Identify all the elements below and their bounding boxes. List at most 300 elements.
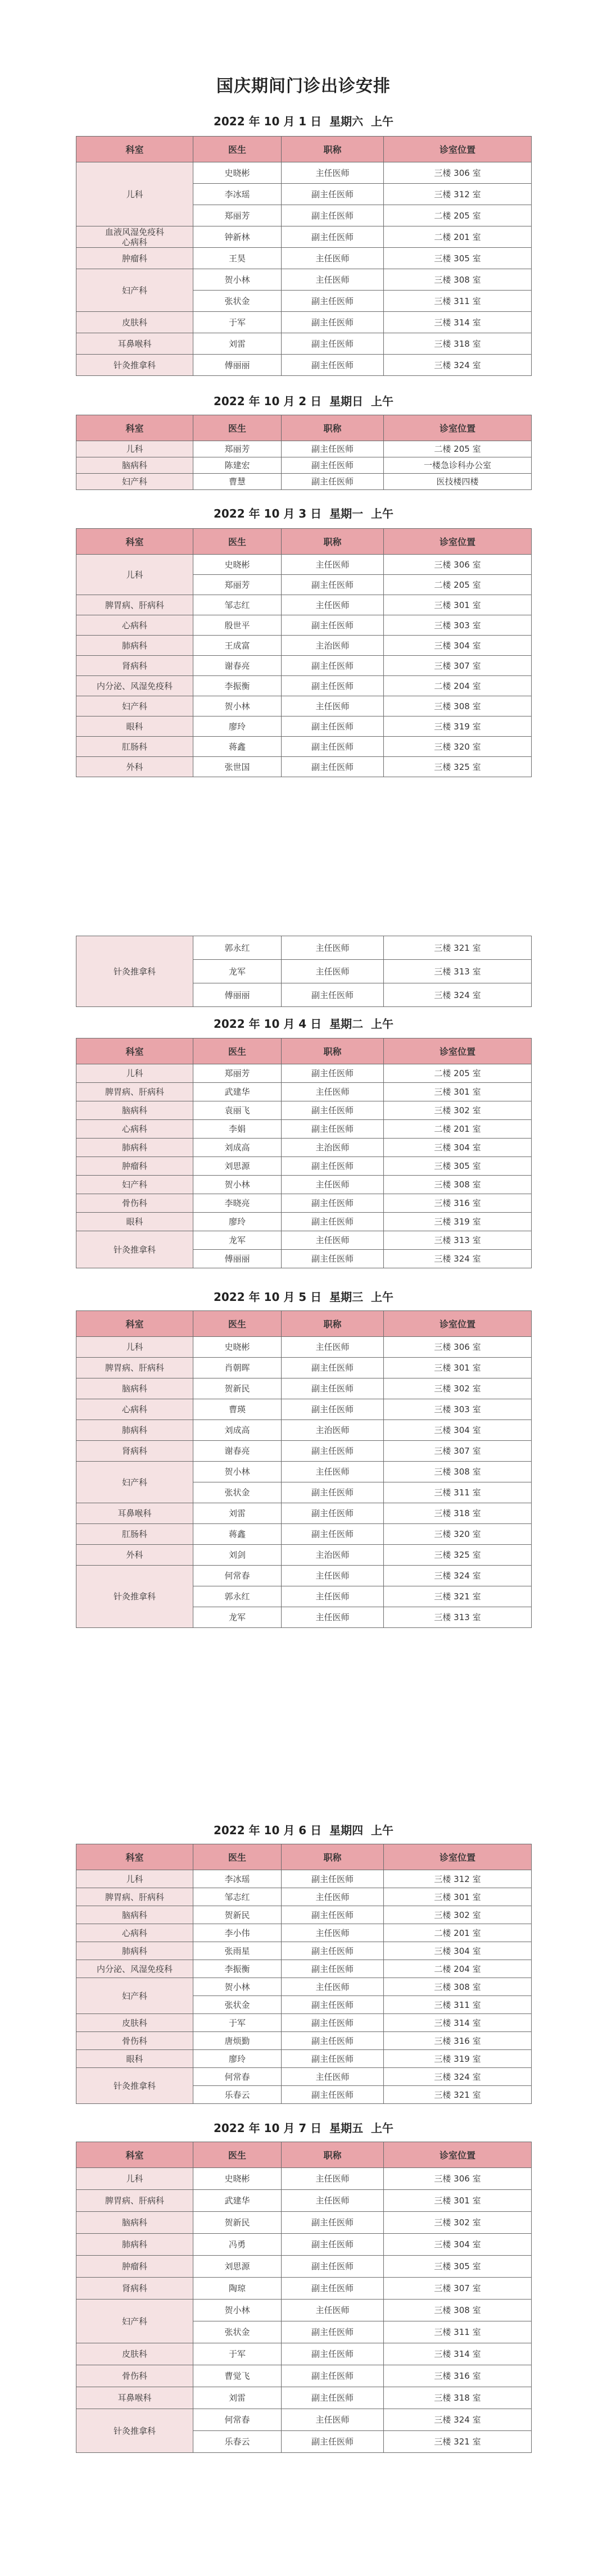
doctor-cell: 刘雷 — [193, 1503, 282, 1524]
doctor-cell: 贺小林 — [193, 1462, 282, 1482]
room-cell: 三楼 316 室 — [384, 1194, 532, 1213]
table-row — [76, 2343, 532, 2365]
room-cell: 三楼 304 室 — [384, 636, 532, 656]
doctor-cell: 王成富 — [193, 636, 282, 656]
column-header: 诊室位置 — [384, 415, 532, 441]
title-cell: 副主任医师 — [282, 2086, 384, 2104]
title-cell: 副主任医师 — [282, 1960, 384, 1978]
doctor-cell: 史晓彬 — [193, 162, 282, 184]
table-row — [76, 555, 532, 575]
department-cell: 针灸推拿科 — [76, 1231, 193, 1268]
department-cell: 内分泌、风湿免疫科 — [76, 1960, 193, 1978]
doctor-cell: 钟新林 — [193, 226, 282, 248]
table-row — [76, 936, 532, 960]
room-cell: 三楼 302 室 — [384, 1906, 532, 1924]
doctor-cell: 曹觉飞 — [193, 2365, 282, 2387]
room-cell: 三楼 302 室 — [384, 2212, 532, 2234]
schedule-table-block — [76, 528, 531, 777]
room-cell: 三楼 325 室 — [384, 757, 532, 777]
room-cell: 三楼 305 室 — [384, 2256, 532, 2278]
title-cell: 副主任医师 — [282, 1064, 384, 1083]
department-cell: 心病科 — [76, 1399, 193, 1420]
title-cell: 副主任医师 — [282, 1378, 384, 1399]
room-cell: 二楼 205 室 — [384, 205, 532, 226]
schedule-table-block — [76, 1844, 531, 2104]
department-cell: 肺病科 — [76, 1139, 193, 1157]
table-header-row — [76, 2142, 532, 2168]
doctor-cell: 曹慧 — [193, 474, 282, 490]
doctor-cell: 郑丽芳 — [193, 205, 282, 226]
table-row — [76, 2234, 532, 2256]
table-row — [76, 1120, 532, 1139]
room-cell: 三楼 321 室 — [384, 1586, 532, 1607]
department-cell: 心病科 — [76, 1120, 193, 1139]
title-cell: 副主任医师 — [282, 205, 384, 226]
table-row — [76, 2212, 532, 2234]
schedule-table-block — [76, 1310, 531, 1628]
schedule-table — [76, 415, 532, 490]
title-cell: 主任医师 — [282, 1337, 384, 1358]
table-row — [76, 2014, 532, 2032]
doctor-cell: 廖玲 — [193, 1213, 282, 1231]
title-cell: 副主任医师 — [282, 2431, 384, 2453]
department-cell: 妇产科 — [76, 269, 193, 312]
table-row — [76, 226, 532, 248]
department-cell: 心病科 — [76, 615, 193, 636]
doctor-cell: 谢春亮 — [193, 656, 282, 676]
doctor-cell: 傅丽丽 — [193, 355, 282, 376]
room-cell: 三楼 304 室 — [384, 1139, 532, 1157]
title-cell: 副主任医师 — [282, 441, 384, 457]
doctor-cell: 殷世平 — [193, 615, 282, 636]
column-header: 职称 — [282, 1038, 384, 1064]
room-cell: 三楼 312 室 — [384, 184, 532, 205]
room-cell: 三楼 303 室 — [384, 615, 532, 636]
title-cell: 主任医师 — [282, 2409, 384, 2431]
room-cell: 三楼 301 室 — [384, 1358, 532, 1378]
title-cell: 主任医师 — [282, 696, 384, 716]
doctor-cell: 龙军 — [193, 1607, 282, 1628]
doctor-cell: 史晓彬 — [193, 2168, 282, 2190]
doctor-cell: 乐春云 — [193, 2431, 282, 2453]
doctor-cell: 傅丽丽 — [193, 983, 282, 1007]
table-row — [76, 1194, 532, 1213]
table-row — [76, 2300, 532, 2321]
doctor-cell: 史晓彬 — [193, 1337, 282, 1358]
column-header: 科室 — [76, 1311, 193, 1337]
doctor-cell: 刘思源 — [193, 1157, 282, 1176]
doctor-cell: 贺小林 — [193, 2300, 282, 2321]
table-row — [76, 1503, 532, 1524]
room-cell: 三楼 311 室 — [384, 1482, 532, 1503]
room-cell: 三楼 301 室 — [384, 2190, 532, 2212]
table-row — [76, 1064, 532, 1083]
column-header: 职称 — [282, 2142, 384, 2168]
room-cell: 三楼 308 室 — [384, 2300, 532, 2321]
department-cell: 针灸推拿科 — [76, 1566, 193, 1628]
room-cell: 二楼 204 室 — [384, 676, 532, 696]
room-cell: 三楼 324 室 — [384, 1566, 532, 1586]
table-row — [76, 162, 532, 184]
title-cell: 副主任医师 — [282, 2050, 384, 2068]
title-cell: 副主任医师 — [282, 575, 384, 595]
title-cell: 副主任医师 — [282, 2278, 384, 2300]
table-row — [76, 656, 532, 676]
title-cell: 副主任医师 — [282, 355, 384, 376]
table-row — [76, 1139, 532, 1157]
doctor-cell: 张雨星 — [193, 1942, 282, 1960]
room-cell: 三楼 318 室 — [384, 2387, 532, 2409]
title-cell: 主任医师 — [282, 248, 384, 269]
title-cell: 主任医师 — [282, 2190, 384, 2212]
table-row — [76, 474, 532, 490]
department-cell: 心病科 — [76, 1924, 193, 1942]
table-row — [76, 1942, 532, 1960]
table-row — [76, 1176, 532, 1194]
title-cell: 副主任医师 — [282, 676, 384, 696]
room-cell: 三楼 311 室 — [384, 291, 532, 312]
department-cell: 儿科 — [76, 441, 193, 457]
title-cell: 主任医师 — [282, 595, 384, 615]
table-row — [76, 1978, 532, 1996]
department-cell: 肾病科 — [76, 1441, 193, 1462]
title-cell: 副主任医师 — [282, 1524, 384, 1545]
department-cell: 儿科 — [76, 1064, 193, 1083]
room-cell: 三楼 305 室 — [384, 248, 532, 269]
page-title: 国庆期间门诊出诊安排 — [216, 76, 391, 96]
doctor-cell: 郭永红 — [193, 936, 282, 960]
table-header-row — [76, 415, 532, 441]
table-row — [76, 269, 532, 291]
title-cell: 主任医师 — [282, 1083, 384, 1101]
doctor-cell: 袁丽飞 — [193, 1101, 282, 1120]
table-row — [76, 1870, 532, 1888]
schedule-table-block — [76, 1038, 531, 1268]
title-cell: 副主任医师 — [282, 1250, 384, 1268]
room-cell: 三楼 302 室 — [384, 1378, 532, 1399]
column-header: 职称 — [282, 137, 384, 162]
table-row — [76, 1231, 532, 1250]
doctor-cell: 龙军 — [193, 1231, 282, 1250]
doctor-cell: 冯勇 — [193, 2234, 282, 2256]
column-header: 医生 — [193, 529, 282, 555]
department-cell: 针灸推拿科 — [76, 355, 193, 376]
doctor-cell: 唐烦勤 — [193, 2032, 282, 2050]
title-cell: 副主任医师 — [282, 2014, 384, 2032]
department-cell: 外科 — [76, 757, 193, 777]
room-cell: 三楼 313 室 — [384, 1607, 532, 1628]
doctor-cell: 廖玲 — [193, 2050, 282, 2068]
department-cell: 脾胃病、肝病科 — [76, 1888, 193, 1906]
department-cell: 妇产科 — [76, 696, 193, 716]
department-cell: 肿瘤科 — [76, 2256, 193, 2278]
doctor-cell: 于军 — [193, 2014, 282, 2032]
department-cell: 儿科 — [76, 1870, 193, 1888]
title-cell: 副主任医师 — [282, 2032, 384, 2050]
room-cell: 二楼 201 室 — [384, 1120, 532, 1139]
room-cell: 三楼 304 室 — [384, 2234, 532, 2256]
table-row — [76, 1545, 532, 1566]
doctor-cell: 郑丽芳 — [193, 575, 282, 595]
date-heading: 2022 年 10 月 4 日 星期二 上午 — [213, 1017, 394, 1031]
doctor-cell: 何常春 — [193, 2068, 282, 2086]
department-cell: 儿科 — [76, 555, 193, 595]
column-header: 医生 — [193, 415, 282, 441]
doctor-cell: 邹志红 — [193, 1888, 282, 1906]
doctor-cell: 李振衡 — [193, 1960, 282, 1978]
department-cell: 耳鼻喉科 — [76, 2387, 193, 2409]
title-cell: 副主任医师 — [282, 1399, 384, 1420]
table-row — [76, 2387, 532, 2409]
title-cell: 主任医师 — [282, 1586, 384, 1607]
title-cell: 主任医师 — [282, 162, 384, 184]
room-cell: 三楼 318 室 — [384, 333, 532, 355]
column-header: 诊室位置 — [384, 1038, 532, 1064]
title-cell: 主任医师 — [282, 1176, 384, 1194]
room-cell: 三楼 314 室 — [384, 2343, 532, 2365]
schedule-table — [76, 528, 532, 777]
department-cell: 脑病科 — [76, 2212, 193, 2234]
table-row — [76, 1960, 532, 1978]
table-header-row — [76, 1311, 532, 1337]
schedule-table — [76, 2142, 532, 2453]
room-cell: 三楼 307 室 — [384, 1441, 532, 1462]
table-header-row — [76, 1844, 532, 1870]
table-row — [76, 312, 532, 333]
department-cell: 儿科 — [76, 2168, 193, 2190]
department-cell: 眼科 — [76, 716, 193, 737]
title-cell: 副主任医师 — [282, 474, 384, 490]
schedule-table-block — [76, 415, 531, 490]
room-cell: 三楼 304 室 — [384, 1420, 532, 1441]
room-cell: 三楼 324 室 — [384, 355, 532, 376]
table-row — [76, 2190, 532, 2212]
doctor-cell: 张状金 — [193, 1482, 282, 1503]
doctor-cell: 贺小林 — [193, 1176, 282, 1194]
date-heading: 2022 年 10 月 6 日 星期四 上午 — [213, 1824, 394, 1837]
table-row — [76, 457, 532, 474]
department-cell: 儿科 — [76, 162, 193, 226]
room-cell: 三楼 311 室 — [384, 1996, 532, 2014]
table-row — [76, 1399, 532, 1420]
title-cell: 主任医师 — [282, 1978, 384, 1996]
room-cell: 三楼 324 室 — [384, 983, 532, 1007]
room-cell: 二楼 201 室 — [384, 1924, 532, 1942]
doctor-cell: 刘剑 — [193, 1545, 282, 1566]
title-cell: 副主任医师 — [282, 1120, 384, 1139]
room-cell: 三楼 316 室 — [384, 2365, 532, 2387]
table-row — [76, 1101, 532, 1120]
table-row — [76, 636, 532, 656]
room-cell: 三楼 308 室 — [384, 1978, 532, 1996]
doctor-cell: 李小伟 — [193, 1924, 282, 1942]
doctor-cell: 邹志红 — [193, 595, 282, 615]
room-cell: 二楼 204 室 — [384, 1960, 532, 1978]
date-heading: 2022 年 10 月 7 日 星期五 上午 — [213, 2121, 394, 2135]
column-header: 职称 — [282, 1311, 384, 1337]
doctor-cell: 何常春 — [193, 2409, 282, 2431]
doctor-cell: 贺新民 — [193, 1378, 282, 1399]
room-cell: 三楼 306 室 — [384, 1337, 532, 1358]
room-cell: 三楼 321 室 — [384, 2431, 532, 2453]
department-cell: 耳鼻喉科 — [76, 1503, 193, 1524]
department-cell: 妇产科 — [76, 1462, 193, 1503]
department-cell: 脑病科 — [76, 457, 193, 474]
title-cell: 副主任医师 — [282, 2256, 384, 2278]
title-cell: 副主任医师 — [282, 615, 384, 636]
doctor-cell: 张状金 — [193, 2321, 282, 2343]
doctor-cell: 武建华 — [193, 2190, 282, 2212]
column-header: 科室 — [76, 137, 193, 162]
column-header: 诊室位置 — [384, 1311, 532, 1337]
doctor-cell: 廖玲 — [193, 716, 282, 737]
room-cell: 三楼 314 室 — [384, 312, 532, 333]
room-cell: 三楼 303 室 — [384, 1399, 532, 1420]
title-cell: 副主任医师 — [282, 2234, 384, 2256]
room-cell: 三楼 301 室 — [384, 595, 532, 615]
department-cell: 肺病科 — [76, 1420, 193, 1441]
table-header-row — [76, 1038, 532, 1064]
column-header: 科室 — [76, 1038, 193, 1064]
doctor-cell: 刘成高 — [193, 1139, 282, 1157]
column-header: 医生 — [193, 1038, 282, 1064]
doctor-cell: 龙军 — [193, 960, 282, 983]
table-row — [76, 1213, 532, 1231]
column-header: 科室 — [76, 1844, 193, 1870]
doctor-cell: 张世国 — [193, 757, 282, 777]
department-cell: 脾胃病、肝病科 — [76, 2190, 193, 2212]
room-cell: 三楼 306 室 — [384, 162, 532, 184]
table-row — [76, 248, 532, 269]
table-row — [76, 1888, 532, 1906]
room-cell: 三楼 308 室 — [384, 1462, 532, 1482]
room-cell: 三楼 311 室 — [384, 2321, 532, 2343]
title-cell: 主任医师 — [282, 1462, 384, 1482]
doctor-cell: 张状金 — [193, 291, 282, 312]
department-cell: 骨伤科 — [76, 1194, 193, 1213]
column-header: 科室 — [76, 2142, 193, 2168]
doctor-cell: 郑丽芳 — [193, 1064, 282, 1083]
department-cell: 眼科 — [76, 2050, 193, 2068]
column-header: 科室 — [76, 529, 193, 555]
department-cell: 耳鼻喉科 — [76, 333, 193, 355]
department-cell: 肾病科 — [76, 2278, 193, 2300]
room-cell: 二楼 205 室 — [384, 575, 532, 595]
room-cell: 三楼 324 室 — [384, 1250, 532, 1268]
table-row — [76, 2365, 532, 2387]
doctor-cell: 乐春云 — [193, 2086, 282, 2104]
title-cell: 副主任医师 — [282, 291, 384, 312]
doctor-cell: 李冰瑶 — [193, 184, 282, 205]
title-cell: 主任医师 — [282, 936, 384, 960]
department-cell: 肛肠科 — [76, 1524, 193, 1545]
title-cell: 副主任医师 — [282, 333, 384, 355]
table-row — [76, 1358, 532, 1378]
table-row — [76, 1906, 532, 1924]
table-row — [76, 615, 532, 636]
title-cell: 副主任医师 — [282, 457, 384, 474]
doctor-cell: 蒋鑫 — [193, 737, 282, 757]
department-cell: 肿瘤科 — [76, 1157, 193, 1176]
department-cell: 肿瘤科 — [76, 248, 193, 269]
department-cell: 脑病科 — [76, 1906, 193, 1924]
doctor-cell: 王昊 — [193, 248, 282, 269]
room-cell: 一楼急诊科办公室 — [384, 457, 532, 474]
room-cell: 三楼 307 室 — [384, 656, 532, 676]
room-cell: 医技楼四楼 — [384, 474, 532, 490]
title-cell: 主任医师 — [282, 1231, 384, 1250]
column-header: 科室 — [76, 415, 193, 441]
column-header: 医生 — [193, 137, 282, 162]
schedule-table-block — [76, 136, 531, 376]
doctor-cell: 于军 — [193, 312, 282, 333]
department-cell: 眼科 — [76, 1213, 193, 1231]
table-header-row — [76, 529, 532, 555]
title-cell: 副主任医师 — [282, 1358, 384, 1378]
title-cell: 副主任医师 — [282, 1870, 384, 1888]
title-cell: 主治医师 — [282, 1420, 384, 1441]
department-cell: 肛肠科 — [76, 737, 193, 757]
room-cell: 三楼 325 室 — [384, 1545, 532, 1566]
room-cell: 三楼 314 室 — [384, 2014, 532, 2032]
doctor-cell: 史晓彬 — [193, 555, 282, 575]
column-header: 职称 — [282, 415, 384, 441]
doctor-cell: 张状金 — [193, 1996, 282, 2014]
room-cell: 三楼 324 室 — [384, 2068, 532, 2086]
doctor-cell: 刘雷 — [193, 333, 282, 355]
table-row — [76, 737, 532, 757]
doctor-cell: 谢春亮 — [193, 1441, 282, 1462]
department-cell: 妇产科 — [76, 474, 193, 490]
department-cell: 妇产科 — [76, 1176, 193, 1194]
table-row — [76, 1337, 532, 1358]
department-cell: 外科 — [76, 1545, 193, 1566]
department-cell: 妇产科 — [76, 2300, 193, 2343]
doctor-cell: 贺小林 — [193, 696, 282, 716]
title-cell: 主任医师 — [282, 1566, 384, 1586]
doctor-cell: 刘成高 — [193, 1420, 282, 1441]
table-row — [76, 333, 532, 355]
table-row — [76, 2409, 532, 2431]
doctor-cell: 贺小林 — [193, 269, 282, 291]
department-cell: 皮肤科 — [76, 2014, 193, 2032]
title-cell: 副主任医师 — [282, 1194, 384, 1213]
title-cell: 副主任医师 — [282, 1101, 384, 1120]
doctor-cell: 蒋鑫 — [193, 1524, 282, 1545]
column-header: 医生 — [193, 1844, 282, 1870]
title-cell: 副主任医师 — [282, 2387, 384, 2409]
department-cell: 脾胃病、肝病科 — [76, 595, 193, 615]
doctor-cell: 郑丽芳 — [193, 441, 282, 457]
column-header: 诊室位置 — [384, 137, 532, 162]
department-cell: 骨伤科 — [76, 2032, 193, 2050]
table-row — [76, 1378, 532, 1399]
title-cell: 副主任医师 — [282, 757, 384, 777]
title-cell: 副主任医师 — [282, 2343, 384, 2365]
title-cell: 主任医师 — [282, 269, 384, 291]
title-cell: 副主任医师 — [282, 737, 384, 757]
title-cell: 副主任医师 — [282, 1503, 384, 1524]
doctor-cell: 曹瑛 — [193, 1399, 282, 1420]
table-row — [76, 595, 532, 615]
title-cell: 主治医师 — [282, 1139, 384, 1157]
department-cell: 针灸推拿科 — [76, 2068, 193, 2104]
table-row — [76, 1441, 532, 1462]
room-cell: 三楼 302 室 — [384, 1101, 532, 1120]
table-row — [76, 2278, 532, 2300]
table-row — [76, 757, 532, 777]
title-cell: 主任医师 — [282, 960, 384, 983]
